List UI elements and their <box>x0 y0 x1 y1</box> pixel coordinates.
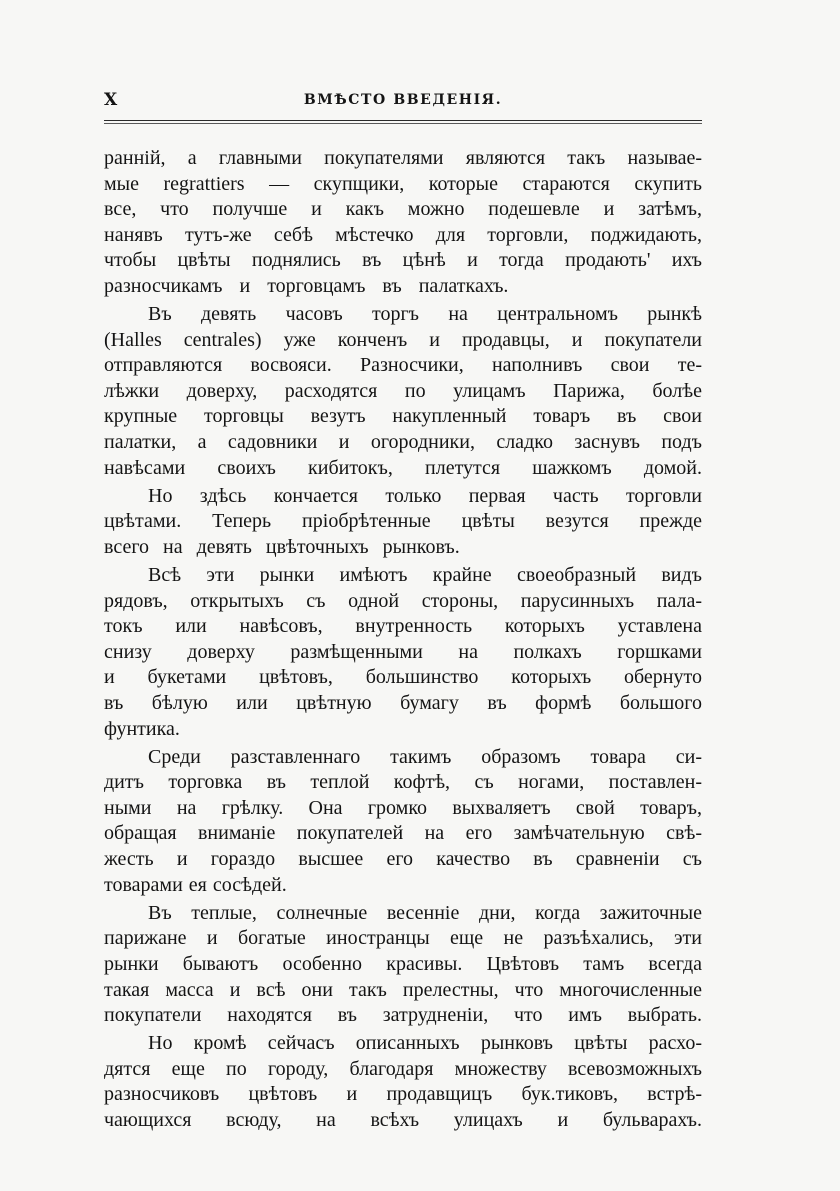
text-line: снизу доверху размѣщенными на полкахъ горшками <box>104 640 702 663</box>
paragraph <box>104 563 702 742</box>
text-line: парижане и богатые иностранцы еще не разъѣхались, эти <box>104 927 702 950</box>
text-line: рядовъ, открытыхъ съ одной стороны, парусинныхъ пала- <box>104 589 702 612</box>
text-line: крупные торговцы везутъ накупленный товаръ въ свои <box>104 405 702 428</box>
text-line: нанявъ тутъ-же себѣ мѣстечко для торговли, поджидають, <box>104 223 702 246</box>
paragraph <box>104 1031 702 1133</box>
text-line: Среди разставленнаго такимъ образомъ товара си- <box>148 745 702 768</box>
text-line: Всѣ эти рынки имѣютъ крайне своеобразный видъ <box>148 564 702 586</box>
running-title: ВМѢСТО ВВЕДЕНІЯ. <box>303 92 503 108</box>
text-line: рынки бываютъ особенно красивы. Цвѣтовъ тамъ всегда <box>104 952 702 975</box>
text-line: товарами ея сосѣдей. <box>104 873 287 896</box>
text-line: палатки, а садовники и огородники, сладко заснувъ подъ <box>104 431 702 454</box>
text-line: обращая вниманіе покупателей на его замѣчательную свѣ- <box>104 822 702 845</box>
text-line: цвѣтами. Теперь пріобрѣтенные цвѣты везутся прежде <box>104 510 702 533</box>
text-line: чтобы цвѣты поднялись въ цѣнѣ и тогда продають' ихъ <box>104 249 702 272</box>
text-line: разносчиковъ цвѣтовъ и продавщицъ бук.тиковъ, встрѣ- <box>104 1083 702 1106</box>
text-line: Въ теплые, солнечные весенніе дни, когда зажиточные <box>148 901 702 924</box>
text-line: мые regrattiers — скупщики, которые стараются скупить <box>104 172 702 195</box>
text-line: токъ или навѣсовъ, внутренность которыхъ уставлена <box>104 615 702 638</box>
paragraph <box>104 745 702 899</box>
text-line: жесть и гораздо высшее его качество въ сравненіи съ <box>104 848 702 871</box>
text-line: такая масса и всѣ они такъ прелестны, что многочисленные <box>104 978 702 1001</box>
running-head <box>104 90 702 120</box>
text-line: всего на девять цвѣточныхъ рынковъ. <box>104 535 460 558</box>
paragraph <box>104 146 702 300</box>
text-line: все, что получше и какъ можно подешевле и затѣмъ, <box>104 198 702 221</box>
text-line: въ бѣлую или цвѣтную бумагу въ формѣ большого <box>104 691 702 714</box>
text-line: дитъ торговка въ теплой кофтѣ, съ ногами, поставлен- <box>104 771 702 794</box>
text-line: и букетами цвѣтовъ, большинство которыхъ обернуто <box>104 666 702 689</box>
page-number: X <box>104 90 118 110</box>
text-line: Но кромѣ сейчасъ описанныхъ рынковъ цвѣты расхо- <box>148 1032 702 1055</box>
text-line: чающихся всюду, на всѣхъ улицахъ и бульварахъ. <box>104 1108 702 1131</box>
text-line: ными на грѣлку. Она громко выхваляетъ свой товаръ, <box>104 796 702 819</box>
text-line: Но здѣсь кончается только первая часть торговли <box>148 484 702 507</box>
text-line: фунтика. <box>104 717 180 740</box>
text-line: дятся еще по городу, благодаря множеству всевозможныхъ <box>104 1057 702 1080</box>
body-text <box>104 146 702 1136</box>
text-line: покупатели находятся въ затрудненіи, что имъ выбрать. <box>104 1004 702 1027</box>
paragraph <box>104 484 702 561</box>
text-line: навѣсами своихъ кибитокъ, плетутся шажкомъ домой. <box>104 456 702 479</box>
text-line: (Halles centrales) уже конченъ и продавцы, и покупатели <box>104 328 702 351</box>
text-line: лѣжки доверху, расходятся по улицамъ Парижа, болѣе <box>104 379 702 402</box>
paragraph <box>104 302 702 481</box>
text-line: Въ девять часовъ торгъ на центральномъ рынкѣ <box>148 303 702 326</box>
text-line: ранній, а главными покупателями являются такъ называе- <box>104 147 702 169</box>
paragraph <box>104 901 702 1029</box>
text-line: отправляются восвояси. Разносчики, наполнивъ свои те- <box>104 354 702 377</box>
text-line: разносчикамъ и торговцамъ въ палаткахъ. <box>104 274 509 297</box>
header-rule <box>104 120 702 121</box>
